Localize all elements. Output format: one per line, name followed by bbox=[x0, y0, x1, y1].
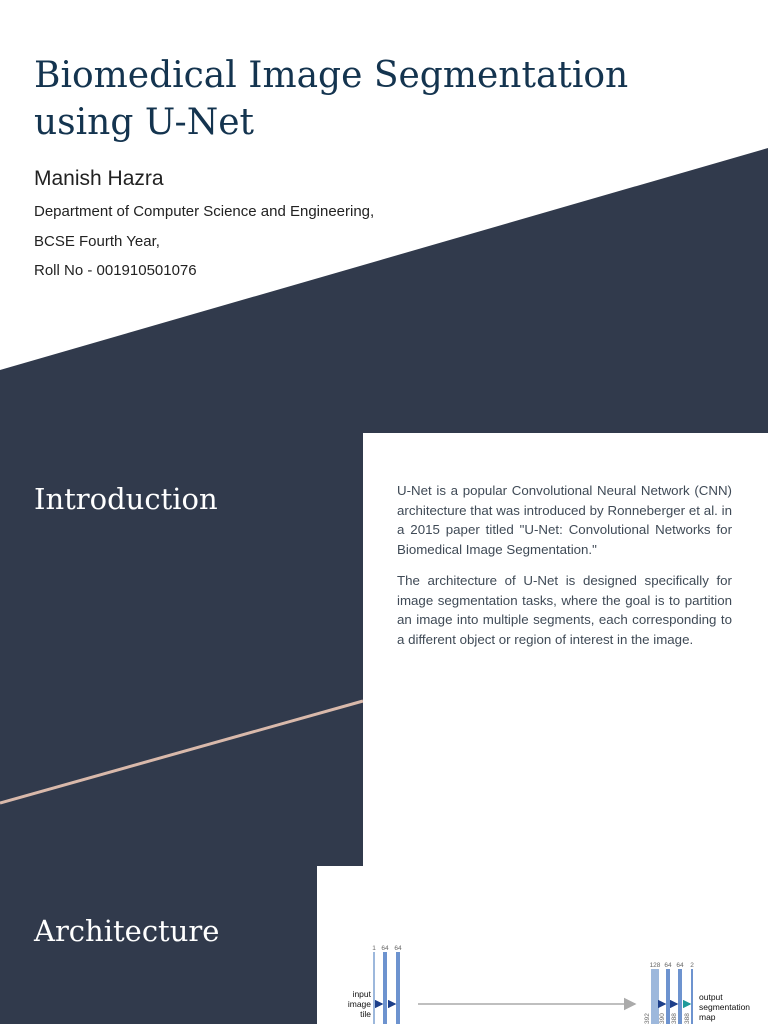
right-feature-map-4 bbox=[691, 969, 693, 1024]
affiliation-roll-no: Roll No - 001910501076 bbox=[34, 262, 197, 279]
introduction-heading: Introduction bbox=[34, 482, 218, 516]
left-channel-2: 64 bbox=[381, 945, 389, 952]
input-label-line-1: input bbox=[352, 989, 371, 999]
left-channel-3: 64 bbox=[394, 945, 402, 952]
right-feature-map-2 bbox=[666, 969, 670, 1024]
left-channel-1: 1 bbox=[372, 945, 376, 952]
introduction-card bbox=[363, 433, 768, 866]
output-label-line-1: output bbox=[699, 992, 723, 1002]
left-feature-map-2 bbox=[383, 952, 387, 1024]
right-size-1: 392 bbox=[644, 1013, 651, 1024]
affiliation-department: Department of Computer Science and Engineering, bbox=[34, 203, 375, 220]
right-size-4: 388 bbox=[684, 1013, 691, 1024]
author-name: Manish Hazra bbox=[34, 167, 164, 190]
right-feature-map-1 bbox=[651, 969, 659, 1024]
right-feature-map-3 bbox=[678, 969, 682, 1024]
left-feature-map-3 bbox=[396, 952, 400, 1024]
affiliation-year: BCSE Fourth Year, bbox=[34, 233, 160, 250]
right-size-3: 388 bbox=[671, 1013, 678, 1024]
page-title bbox=[34, 52, 734, 146]
left-feature-map-1 bbox=[373, 952, 375, 1024]
title-line-1: Biomedical Image Segmentation bbox=[34, 55, 629, 96]
right-channel-4: 2 bbox=[690, 962, 694, 969]
intro-paragraph-2: The architecture of U-Net is designed specifically for image segmentation tasks, where the goal is to partition an image into multiple segments, each corresponding to a different object or region of interest in the image. bbox=[397, 573, 732, 647]
input-label-line-2: image bbox=[347, 999, 371, 1009]
right-channel-1: 128 bbox=[649, 962, 661, 969]
right-size-2: 390 bbox=[659, 1013, 666, 1024]
output-label-line-2: segmentation bbox=[699, 1002, 751, 1012]
title-line-2: using U-Net bbox=[34, 102, 254, 143]
unet-diagram bbox=[317, 866, 768, 1024]
introduction-text bbox=[397, 481, 732, 661]
right-channel-3: 64 bbox=[676, 962, 684, 969]
intro-paragraph-1: U-Net is a popular Convolutional Neural Network (CNN) architecture that was introduced by Ronneberger et al. in a 2015 paper titled "U-Net: Convolutional Networks for Biomedical Image Segmentation." bbox=[397, 483, 732, 557]
architecture-card bbox=[317, 866, 768, 1024]
input-label-line-3: tile bbox=[360, 1009, 371, 1019]
architecture-heading: Architecture bbox=[34, 914, 220, 948]
right-channel-2: 64 bbox=[664, 962, 672, 969]
output-label-line-3: map bbox=[699, 1012, 716, 1022]
